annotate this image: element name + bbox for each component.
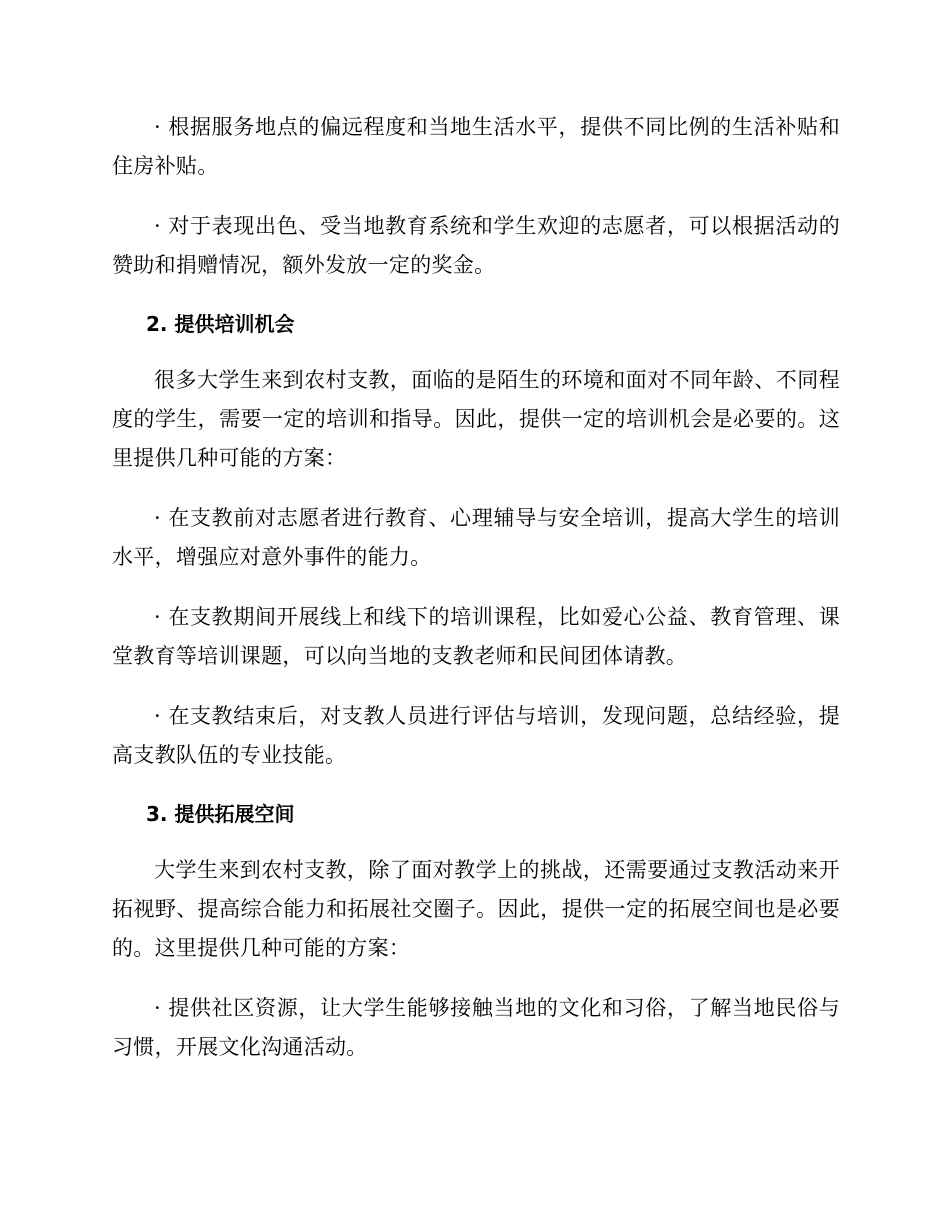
- bullet-paragraph-community-resources: · 提供社区资源，让大学生能够接触当地的文化和习俗，了解当地民俗与习惯，开展文化沟通活动。: [112, 996, 840, 1059]
- bullet-paragraph-bonus: · 对于表现出色、受当地教育系统和学生欢迎的志愿者，可以根据活动的赞助和捐赠情况，额外发放一定的奖金。: [112, 214, 840, 277]
- paragraph-training-intro: 很多大学生来到农村支教，面临的是陌生的环境和面对不同年龄、不同程度的学生，需要一定的培训和指导。因此，提供一定的培训机会是必要的。这里提供几种可能的方案：: [112, 368, 840, 470]
- paragraph-expansion-intro: 大学生来到农村支教，除了面对教学上的挑战，还需要通过支教活动来开拓视野、提高综合能力和拓展社交圈子。因此，提供一定的拓展空间也是必要的。这里提供几种可能的方案：: [112, 858, 840, 960]
- bullet-paragraph-living-subsidy: · 根据服务地点的偏远程度和当地生活水平，提供不同比例的生活补贴和住房补贴。: [112, 115, 840, 178]
- section-heading-training: 2. 提供培训机会: [146, 312, 295, 336]
- section-heading-expansion: 3. 提供拓展空间: [146, 802, 295, 826]
- bullet-paragraph-pre-training: · 在支教前对志愿者进行教育、心理辅导与安全培训，提高大学生的培训水平，增强应对意外事件的能力。: [112, 506, 840, 569]
- bullet-paragraph-post-evaluation: · 在支教结束后，对支教人员进行评估与培训，发现问题，总结经验，提高支教队伍的专业技能。: [112, 704, 840, 767]
- bullet-paragraph-online-courses: · 在支教期间开展线上和线下的培训课程，比如爱心公益、教育管理、课堂教育等培训课题，可以向当地的支教老师和民间团体请教。: [112, 605, 840, 668]
